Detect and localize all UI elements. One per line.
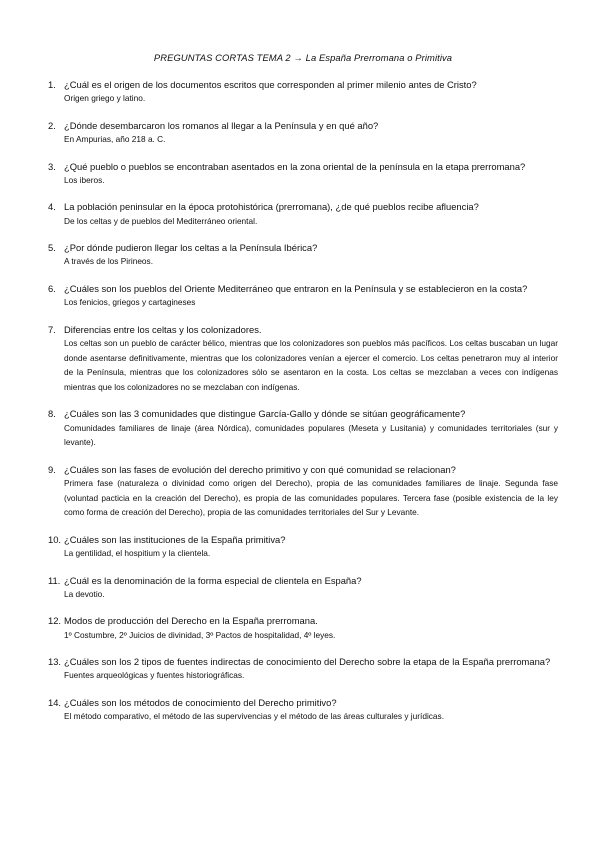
question-item bbox=[48, 656, 558, 683]
question-item bbox=[48, 79, 558, 106]
question-text: ¿Cuáles son los métodos de conocimiento del Derecho primitivo? bbox=[64, 696, 337, 708]
question-text: ¿Cuáles son los pueblos del Oriente Mediterráneo que entraron en la Península y se establecieron en la costa? bbox=[64, 282, 528, 294]
question-item bbox=[48, 283, 558, 310]
question-number: 13. bbox=[48, 656, 62, 668]
question-item bbox=[48, 534, 558, 561]
answer-text: La devotio. bbox=[64, 588, 105, 599]
question-text: Diferencias entre los celtas y los colonizadores. bbox=[64, 323, 262, 335]
question-text: ¿Dónde desembarcaron los romanos al llegar a la Península y en qué año? bbox=[64, 119, 379, 131]
question-number: 1. bbox=[48, 79, 56, 90]
answer-text: La gentilidad, el hospitium y la clientela. bbox=[64, 547, 211, 558]
question-text: ¿Cuáles son los 2 tipos de fuentes indirectas de conocimiento del Derecho sobre la etapa de la España prerromana? bbox=[64, 656, 551, 668]
question-item bbox=[48, 464, 558, 520]
question-number: 4. bbox=[48, 201, 56, 213]
answer-text: Primera fase (naturaleza o divinidad como origen del Derecho), propia de las comunidades familiares de linaje. Segunda fase (voluntad pacticia en la creación del Derecho), es propia de las comunidades populares. Tercera fase (posible existencia de la ley como forma de creación del Derecho), propia de las comunidades territoriales del Sur y Levante. bbox=[64, 477, 558, 518]
answer-text: Los celtas son un pueblo de carácter bélico, mientras que los colonizadores son pueblos más pacíficos. Los celtas buscaban un lugar donde asentarse definitivamente, mientras que los colonizadores venían a ejercer el comercio. Los celtas penetraron muy al interior de la Península, mientras que los colonizadores sólo se asentaron en la costa. Los celtas se mezclaban a veces con indígenas mientras que los colonizadores no se mezclaban con indígenas. bbox=[64, 337, 558, 392]
question-text: ¿Cuáles son las fases de evolución del derecho primitivo y con qué comunidad se relacionan? bbox=[64, 463, 456, 475]
question-item bbox=[48, 615, 558, 642]
question-item bbox=[48, 575, 558, 602]
answer-text: Los fenicios, griegos y cartagineses bbox=[64, 297, 196, 308]
question-number: 10. bbox=[48, 533, 62, 545]
question-number: 5. bbox=[48, 242, 56, 254]
question-item bbox=[48, 242, 558, 269]
question-number: 7. bbox=[48, 323, 56, 335]
answer-text: En Ampurias, año 218 a. C. bbox=[64, 134, 166, 144]
question-text: ¿Por dónde pudieron llegar los celtas a la Península Ibérica? bbox=[64, 242, 318, 254]
question-item bbox=[48, 697, 558, 724]
question-text: ¿Cuál es la denominación de la forma especial de clientela en España? bbox=[64, 574, 362, 586]
question-number: 9. bbox=[48, 463, 56, 475]
question-text: ¿Cuál es el origen de los documentos escritos que corresponden al primer milenio antes de Cristo? bbox=[64, 79, 477, 90]
answer-text: Origen griego y latino. bbox=[64, 93, 146, 104]
question-text: ¿Qué pueblo o pueblos se encontraban asentados en la zona oriental de la península en la etapa prerromana? bbox=[64, 160, 526, 172]
question-number: 2. bbox=[48, 119, 56, 131]
question-item bbox=[48, 324, 558, 395]
question-item bbox=[48, 408, 558, 449]
question-number: 11. bbox=[48, 574, 61, 586]
question-item bbox=[48, 161, 558, 188]
page-title: PREGUNTAS CORTAS TEMA 2 → La España Prerromana o Primitiva bbox=[153, 52, 453, 63]
question-number: 8. bbox=[48, 408, 56, 420]
question-text: Modos de producción del Derecho en la España prerromana. bbox=[64, 615, 318, 627]
question-text: La población peninsular en la época protohistórica (prerromana), ¿de qué pueblos recibe afluencia? bbox=[64, 201, 479, 213]
question-number: 3. bbox=[48, 160, 56, 172]
question-list bbox=[48, 79, 558, 724]
answer-text: De los celtas y de pueblos del Mediterráneo oriental. bbox=[64, 215, 258, 226]
answer-text: Los iberos. bbox=[64, 174, 105, 185]
question-text: ¿Cuáles son las 3 comunidades que distingue García-Gallo y dónde se sitúan geográficamente? bbox=[64, 408, 466, 420]
question-item bbox=[48, 201, 558, 228]
answer-text: 1º Costumbre, 2º Juicios de divinidad, 3º Pactos de hospitalidad, 4º leyes. bbox=[64, 629, 336, 640]
answer-text: Comunidades familiares de linaje (área Nórdica), comunidades populares (Meseta y Lusitania) y comunidades territoriales (sur y levante). bbox=[64, 422, 558, 448]
question-item bbox=[48, 120, 558, 147]
question-number: 6. bbox=[48, 282, 56, 294]
question-number: 12. bbox=[48, 615, 62, 627]
answer-text: El método comparativo, el método de las supervivencias y el método de las áreas culturales y jurídicas. bbox=[64, 711, 444, 722]
answer-text: Fuentes arqueológicas y fuentes historiográficas. bbox=[64, 670, 245, 681]
question-text: ¿Cuáles son las instituciones de la España primitiva? bbox=[64, 533, 286, 545]
answer-text: A través de los Pirineos. bbox=[64, 256, 154, 267]
question-number: 14. bbox=[48, 696, 62, 708]
